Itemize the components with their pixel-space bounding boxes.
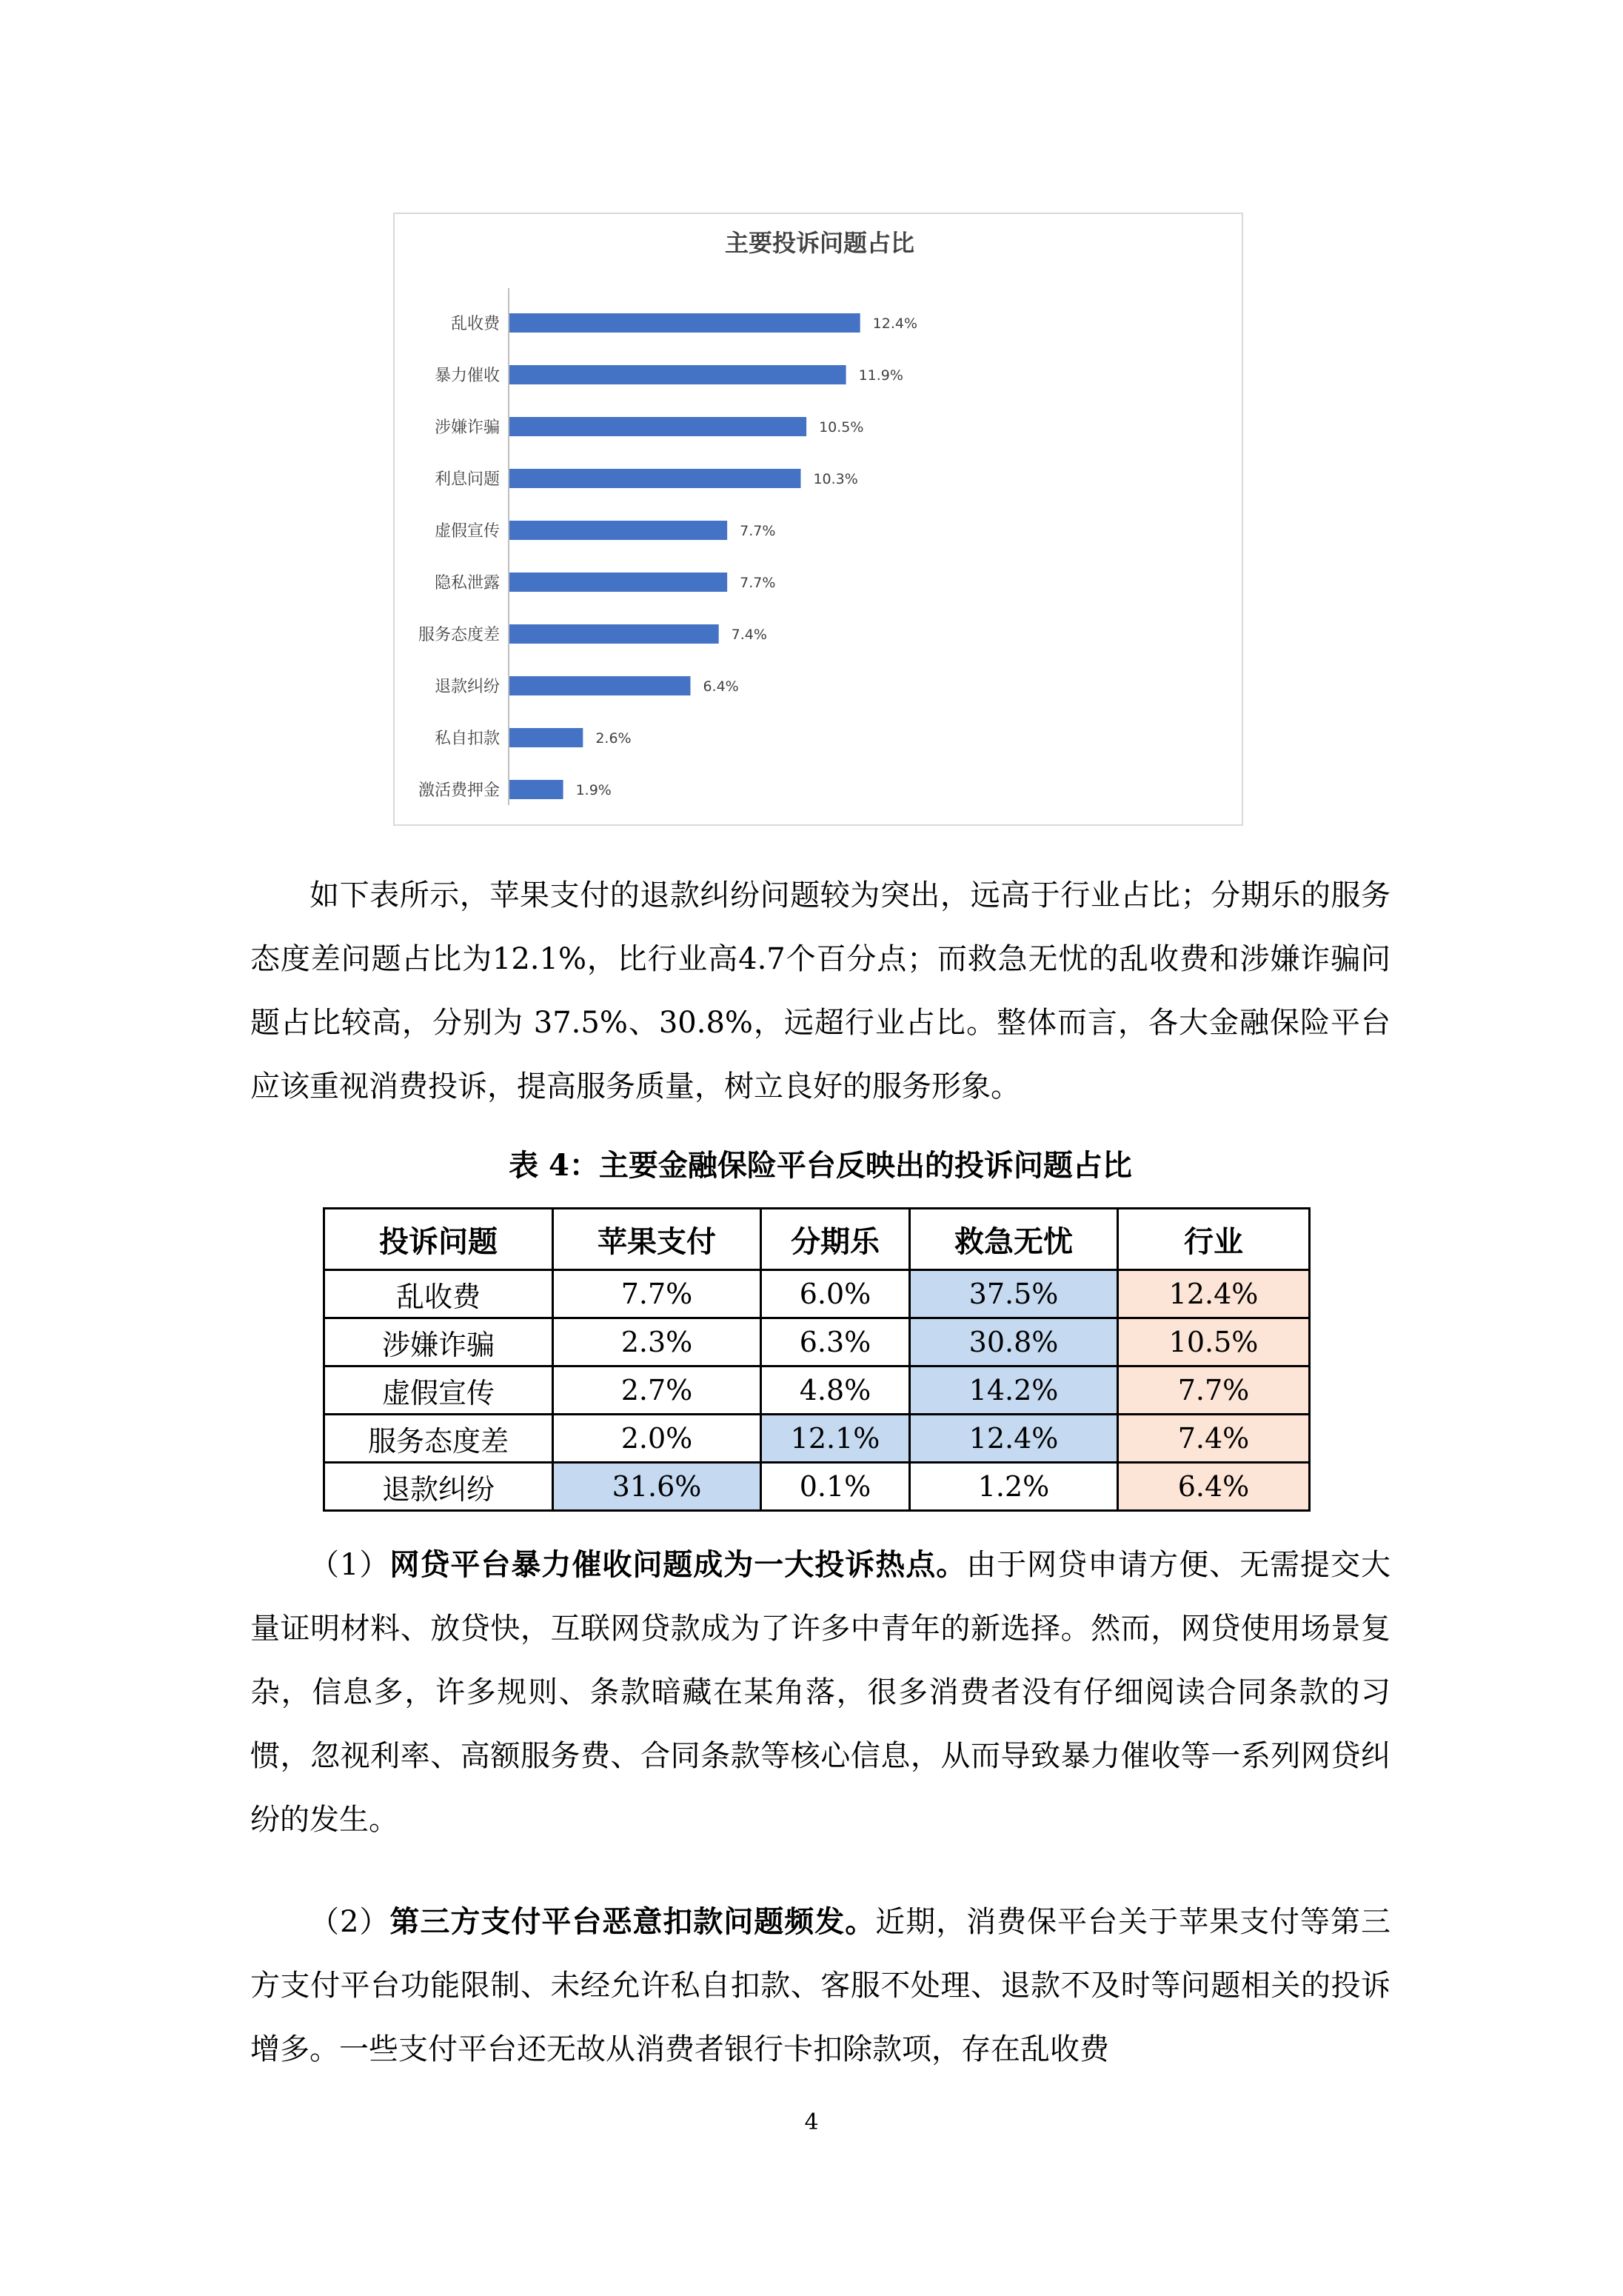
data-label: 10.3% [813,471,858,487]
category-label: 隐私泄露 [434,574,500,593]
section-1-heading: 网贷平台暴力催收问题成为一大投诉热点。 [389,1547,967,1582]
table-cell: 乱收费 [324,1270,553,1318]
table-cell-industry: 6.4% [1118,1463,1310,1511]
bar [509,728,583,747]
section-1-paragraph [250,1533,1391,1852]
category-label: 私自扣款 [434,730,500,748]
table-cell-highlight: 30.8% [910,1318,1118,1366]
section-2-prefix: （2） [309,1905,390,1939]
header-cell: 分期乐 [761,1209,910,1270]
table-cell-highlight: 14.2% [910,1366,1118,1415]
bar [509,624,719,644]
table-cell-highlight: 37.5% [910,1270,1118,1318]
bar [509,780,563,799]
table-cell-industry: 10.5% [1118,1318,1310,1366]
data-label: 1.9% [575,782,612,798]
intro-paragraph: 如下表所示，苹果支付的退款纠纷问题较为突出，远高于行业占比；分期乐的服务态度差问题占比为12.1%，比行业高4.7个百分点；而救急无忧的乱收费和涉嫌诈骗问题占比较高，分别为 37.5%、30.8%，远超行业占比。整体而言，各大金融保险平台应该重视消费投诉，提高服务质量，树立良好的服务形象。 [250,878,1391,1104]
table-cell: 退款纠纷 [324,1463,553,1511]
table-cell: 7.7% [553,1270,761,1318]
table-cell-industry: 7.7% [1118,1366,1310,1415]
table-cell: 服务态度差 [324,1415,553,1463]
bar [509,365,846,384]
chart-container [393,213,1243,826]
data-label: 12.4% [872,316,918,332]
table-cell: 涉嫌诈骗 [324,1318,553,1366]
table-caption: 表 4：主要金融保险平台反映出的投诉问题占比 [509,1148,1132,1183]
table-cell: 4.8% [761,1366,910,1415]
table-cell: 6.0% [761,1270,910,1318]
table-cell: 虚假宣传 [324,1366,553,1415]
section-2-heading: 第三方支付平台恶意扣款问题频发。 [389,1904,876,1939]
section-1-prefix: （1） [309,1548,390,1582]
bar [509,676,690,695]
category-label: 虚假宣传 [434,522,500,541]
section-2-body: 近期，消费保平台关于苹果支付等第三方支付平台功能限制、未经允许私自扣款、客服不处理、退款不及时等问题相关的投诉增多。一些支付平台还无故从消费者银行卡扣除款项，存在乱收费 [250,1905,1391,2066]
data-label: 11.9% [858,367,903,384]
data-label: 7.7% [740,523,776,539]
complaint-table [323,1207,1311,1512]
header-cell: 投诉问题 [324,1209,553,1270]
category-label: 涉嫌诈骗 [434,418,500,437]
data-label: 2.6% [595,730,632,747]
bar [509,469,800,488]
bar-chart [395,214,1245,827]
chart-title: 主要投诉问题占比 [724,229,915,257]
page-number: 4 [804,2109,819,2135]
table-cell: 1.2% [910,1463,1118,1511]
table-header-row [324,1209,1310,1270]
section-1-body: 由于网贷申请方便、无需提交大量证明材料、放贷快，互联网贷款成为了许多中青年的新选择。然而，网贷使用场景复杂，信息多，许多规则、条款暗藏在某角落，很多消费者没有仔细阅读合同条款的习惯，忽视利率、高额服务费、合同条款等核心信息，从而导致暴力催收等一系列网贷纠纷的发生。 [250,1548,1391,1837]
category-label: 退款纠纷 [434,678,500,696]
table-row [324,1463,1310,1511]
table-row [324,1366,1310,1415]
table-cell: 0.1% [761,1463,910,1511]
table-cell-highlight: 12.4% [910,1415,1118,1463]
data-label: 7.7% [740,575,776,591]
category-label: 乱收费 [450,315,500,333]
table-cell: 2.0% [553,1415,761,1463]
table-cell-industry: 12.4% [1118,1270,1310,1318]
bar [509,573,727,592]
category-label: 暴力催收 [434,367,500,385]
table-cell-highlight: 31.6% [553,1463,761,1511]
table-cell-industry: 7.4% [1118,1415,1310,1463]
table-row [324,1415,1310,1463]
table-cell: 6.3% [761,1318,910,1366]
bar [509,417,806,436]
category-label: 利息问题 [434,470,500,489]
category-label: 服务态度差 [418,626,500,644]
data-label: 6.4% [703,678,739,695]
table-cell-highlight: 12.1% [761,1415,910,1463]
header-cell: 行业 [1118,1209,1310,1270]
table-cell: 2.3% [553,1318,761,1366]
section-2-paragraph [250,1890,1391,2081]
header-cell: 救急无忧 [910,1209,1118,1270]
data-label: 7.4% [731,627,767,643]
table-row [324,1318,1310,1366]
bar [509,313,860,333]
table-row [324,1270,1310,1318]
category-label: 激活费押金 [418,781,500,800]
bar [509,521,727,540]
data-label: 10.5% [819,419,864,435]
header-cell: 苹果支付 [553,1209,761,1270]
table-cell: 2.7% [553,1366,761,1415]
